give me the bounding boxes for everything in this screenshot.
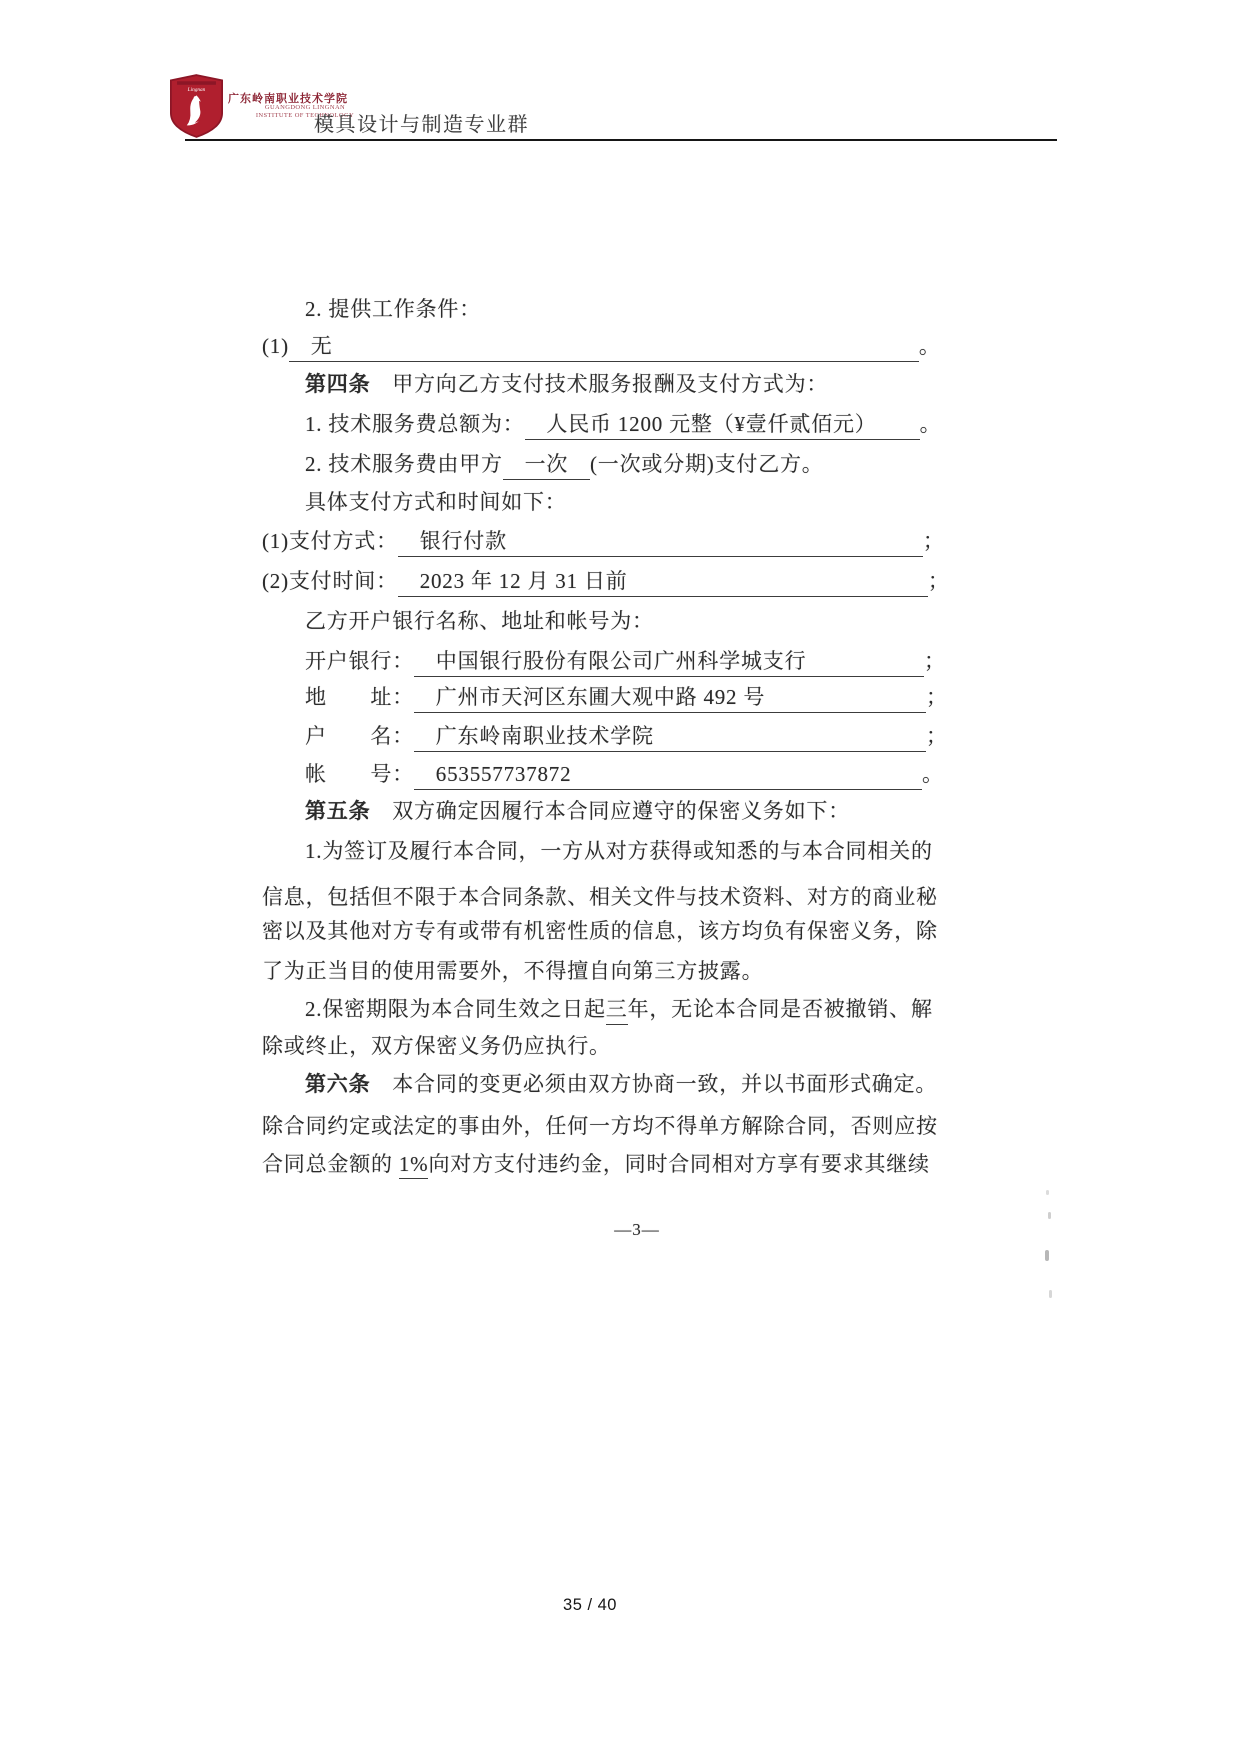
- text-segment: 帐 号：: [305, 762, 414, 786]
- school-name-en-line2: INSTITUTE OF TECHNOLOGY: [255, 112, 355, 119]
- text-segment: 2. 技术服务费由甲方: [305, 452, 503, 476]
- scan-artifact: [1045, 1250, 1049, 1261]
- text-segment: 具体支付方式和时间如下：: [305, 490, 567, 514]
- school-name-cn: 广东岭南职业技术学院: [228, 93, 348, 105]
- text-segment: 2. 提供工作条件：: [305, 297, 481, 321]
- contract-line: [262, 1110, 938, 1140]
- filled-blank: 中国银行股份有限公司广州科学城支行: [414, 645, 924, 677]
- text-segment: 向对方支付违约金，同时合同相对方享有要求其继续: [428, 1152, 930, 1176]
- text-segment: 第五条: [305, 799, 371, 823]
- contract-line: [262, 330, 941, 362]
- text-segment: 除或终止，双方保密义务仍应执行。: [262, 1034, 611, 1058]
- text-segment: ；: [927, 569, 950, 593]
- text-segment: 双方确定因履行本合同应遵守的保密义务如下：: [370, 799, 851, 823]
- contract-line: [262, 1030, 611, 1060]
- contract-line: [262, 408, 941, 440]
- filled-blank: 三: [606, 993, 628, 1025]
- text-segment: ；: [922, 529, 945, 553]
- text-segment: 合同总金额的: [262, 1152, 399, 1176]
- school-name-en-line1: GUANGDONG LINGNAN: [264, 104, 346, 111]
- filled-blank: 广东岭南职业技术学院: [414, 720, 926, 752]
- text-segment: 开户银行：: [305, 649, 414, 673]
- document-page-number: —3—: [614, 1220, 660, 1239]
- text-segment: 。: [922, 762, 944, 786]
- text-segment: 了为正当目的使用需要外，不得擅自向第三方披露。: [262, 959, 764, 983]
- filled-blank: 银行付款: [398, 525, 923, 557]
- contract-line: [262, 955, 763, 985]
- contract-line: [262, 293, 481, 323]
- scan-artifact: [1046, 1190, 1049, 1195]
- text-segment: 密以及其他对方专有或带有机密性质的信息，该方均负有保密义务，除: [262, 919, 938, 943]
- contract-line: [262, 993, 933, 1025]
- viewer-page-indicator: 35 / 40: [563, 1596, 617, 1614]
- contract-line: [262, 835, 933, 865]
- text-segment: 。: [919, 412, 942, 436]
- text-segment: 地 址：: [305, 685, 414, 709]
- filled-blank: 653557737872: [414, 758, 922, 790]
- scan-artifact: [1048, 1212, 1051, 1219]
- text-segment: ；: [926, 685, 948, 709]
- text-segment: (一次或分期)支付乙方。: [590, 452, 824, 476]
- filled-blank: 一次: [503, 448, 590, 480]
- text-segment: 第六条: [305, 1072, 371, 1096]
- filled-blank: 人民币 1200 元整（¥壹仟贰佰元）: [525, 408, 920, 440]
- text-segment: 本合同的变更必须由双方协商一致，并以书面形式确定。: [370, 1072, 938, 1096]
- contract-line: [262, 881, 938, 911]
- text-segment: 户 名：: [305, 724, 414, 748]
- contract-line: [262, 565, 950, 597]
- school-crest-icon: [170, 74, 223, 138]
- contract-line: [262, 605, 654, 635]
- contract-line: [262, 645, 946, 677]
- contract-line: [262, 1068, 937, 1098]
- contract-line: [262, 525, 945, 557]
- text-segment: 2.保密期限为本合同生效之日起: [305, 997, 606, 1021]
- text-segment: 乙方开户银行名称、地址和帐号为：: [305, 609, 654, 633]
- text-segment: ；: [924, 649, 946, 673]
- filled-blank: 广州市天河区东圃大观中路 492 号: [414, 681, 926, 713]
- filled-blank: 2023 年 12 月 31 日前: [398, 565, 928, 597]
- document-header-title: 模具设计与制造专业群: [314, 114, 529, 136]
- text-segment: 信息，包括但不限于本合同条款、相关文件与技术资料、对方的商业秘: [262, 885, 938, 909]
- contract-line: [262, 368, 828, 398]
- text-segment: 年，无论本合同是否被撤销、解: [627, 997, 933, 1021]
- filled-blank: 无: [289, 330, 919, 362]
- text-segment: (2)支付时间：: [262, 569, 398, 593]
- contract-line: [262, 758, 944, 790]
- text-segment: 第四条: [305, 372, 371, 396]
- contract-line: [262, 1148, 930, 1179]
- text-segment: 1.为签订及履行本合同，一方从对方获得或知悉的与本合同相关的: [305, 839, 933, 863]
- contract-line: [262, 486, 567, 516]
- scan-artifact: [1049, 1290, 1052, 1298]
- text-segment: 除合同约定或法定的事由外，任何一方均不得单方解除合同，否则应按: [262, 1114, 938, 1138]
- crest-text: Lingnan: [187, 86, 206, 93]
- text-segment: 甲方向乙方支付技术服务报酬及支付方式为：: [370, 372, 829, 396]
- text-segment: (1): [262, 334, 289, 358]
- contract-line: [262, 448, 824, 480]
- text-segment: 1. 技术服务费总额为：: [305, 412, 525, 436]
- contract-line: [262, 720, 948, 752]
- contract-line: [262, 795, 850, 825]
- text-segment: ；: [926, 724, 948, 748]
- filled-blank: 1%: [399, 1152, 429, 1179]
- contract-line: [262, 915, 938, 945]
- contract-line: [262, 681, 948, 713]
- contract-body: [262, 0, 952, 1300]
- text-segment: 。: [918, 334, 941, 358]
- text-segment: (1)支付方式：: [262, 529, 398, 553]
